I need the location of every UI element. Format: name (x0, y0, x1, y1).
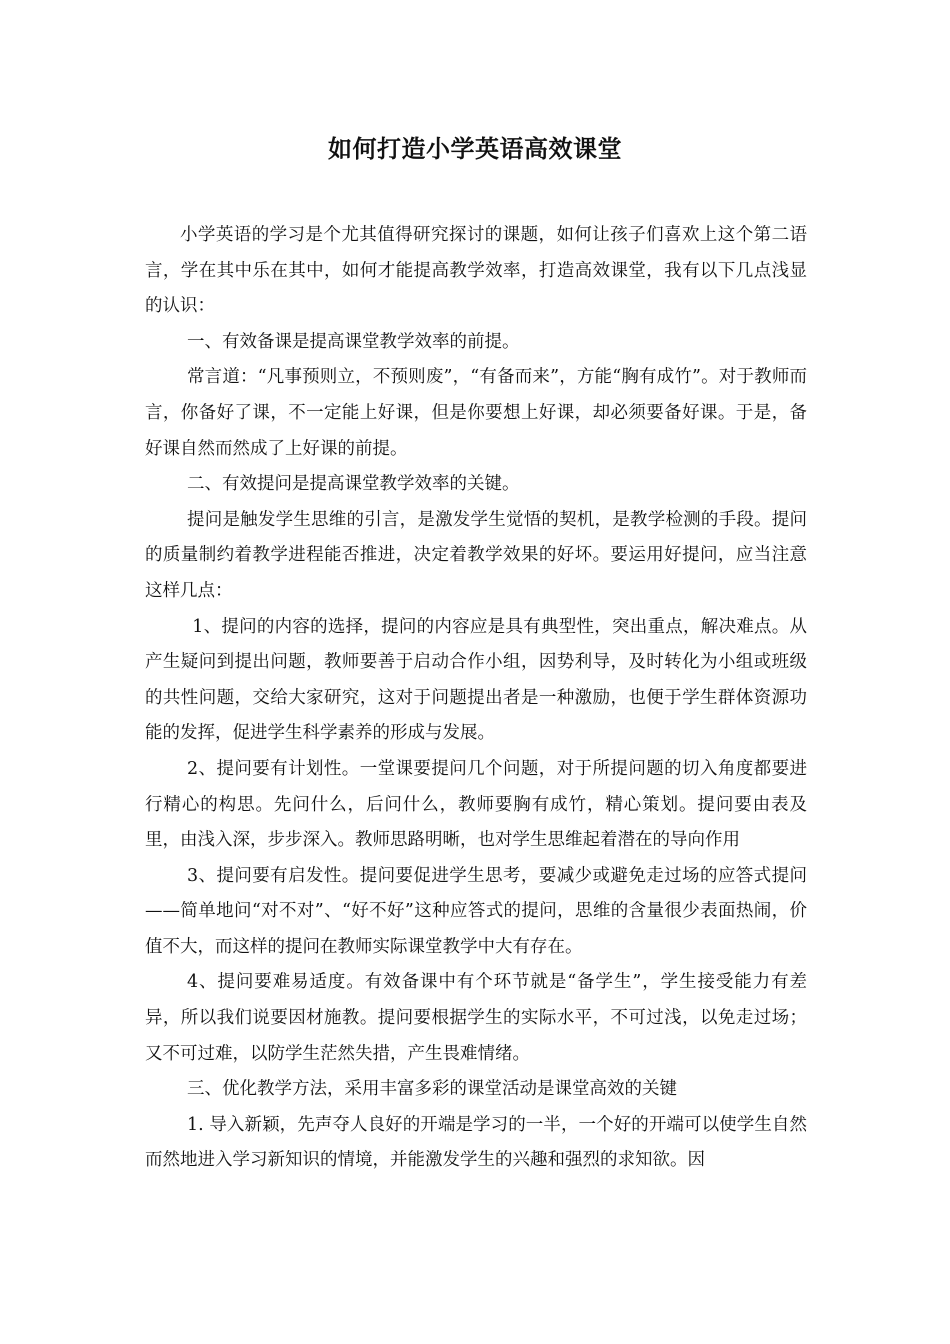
paragraph-point-4: 4、提问要难易适度。有效备课中有个环节就是“备学生”，学生接受能力有差异，所以我们说要因材施教。提问要根据学生的实际水平，不可过浅，以免走过场；又不可过难，以防学生茫然失措，产生畏难情绪。 (145, 972, 807, 1064)
paragraph-point-2: 2、提问要有计划性。一堂课要提问几个问题，对于所提问题的切入角度都要进行精心的构思。先问什么，后问什么，教师要胸有成竹，精心策划。提问要由表及里，由浅入深，步步深入。教师思路明晰，也对学生思维起着潜在的导向作用 (145, 758, 807, 851)
document-title: 如何打造小学英语高效课堂 (328, 134, 622, 163)
heading-section-3: 三、优化教学方法，采用丰富多彩的课堂活动是课堂高效的关键 (187, 1079, 677, 1100)
paragraph-section-1: 常言道：“凡事预则立，不预则废”，“有备而来”，方能“胸有成竹”。对于教师而言，你备好了课，不一定能上好课，但是你要想上好课，却必须要备好课。于是，备好课自然而然成了上好课的前提。 (145, 367, 807, 459)
heading-section-1: 一、有效备课是提高课堂教学效率的前提。 (187, 331, 520, 352)
heading-section-2: 二、有效提问是提高课堂教学效率的关键。 (187, 474, 520, 495)
paragraph-intro: 小学英语的学习是个尤其值得研究探讨的课题，如何让孩子们喜欢上这个第二语言，学在其中乐在其中，如何才能提高教学效率，打造高效课堂，我有以下几点浅显的认识： (145, 225, 807, 317)
document-body (145, 218, 807, 1179)
paragraph-point-3: 3、提问要有启发性。提问要促进学生思考，要减少或避免走过场的应答式提问——简单地问“对不对”、“好不好”这种应答式的提问，思维的含量很少表面热闹，价值不大，而这样的提问在教师实际课堂教学中大有存在。 (145, 865, 807, 957)
paragraph-section-2: 提问是触发学生思维的引言，是激发学生觉悟的契机，是教学检测的手段。提问的质量制约着教学进程能否推进，决定着教学效果的好坏。要运用好提问，应当注意这样几点： (145, 509, 807, 601)
paragraph-section-3-point-1: 1. 导入新颖，先声夺人良好的开端是学习的一半，一个好的开端可以使学生自然而然地进入学习新知识的情境，并能激发学生的兴趣和强烈的求知欲。因 (145, 1114, 807, 1171)
paragraph-point-1: 1、提问的内容的选择，提问的内容应是具有典型性，突出重点，解决难点。从产生疑问到提出问题，教师要善于启动合作小组，因势利导，及时转化为小组或班级的共性问题，交给大家研究，这对于问题提出者是一种激励，也便于学生群体资源功能的发挥，促进学生科学素养的形成与发展。 (145, 616, 807, 744)
